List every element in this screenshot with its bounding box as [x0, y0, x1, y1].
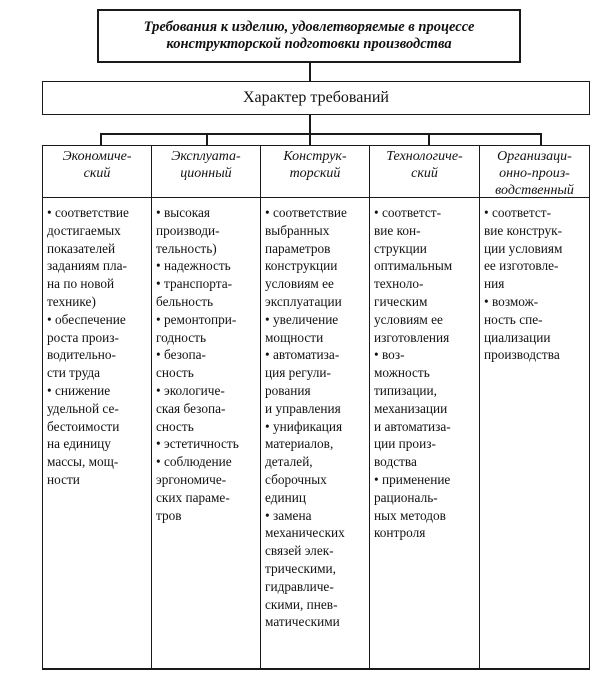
- list-item: • эстетичность: [156, 436, 239, 452]
- bullet-icon: •: [265, 347, 270, 363]
- bullet-icon: •: [156, 258, 161, 274]
- list-item: • ремонтопри- годность: [156, 311, 237, 345]
- column-technological: [370, 146, 480, 668]
- list-item: • высокая производи- тельность): [156, 205, 220, 256]
- requirements-nature-label: Характер требований: [243, 89, 389, 106]
- list-item: • соответствие выбранных параметров конструкции условиям ее эксплуатации: [265, 205, 347, 309]
- bullet-icon: •: [156, 454, 161, 470]
- column-organizational: [480, 146, 589, 668]
- column-body: [480, 198, 589, 364]
- column-operational: [152, 146, 261, 668]
- column-body: [43, 198, 151, 489]
- diagram-title-box: [97, 9, 521, 63]
- bullet-icon: •: [156, 311, 161, 327]
- column-body: [370, 198, 479, 542]
- connector-title-to-nature: [309, 62, 311, 82]
- requirements-table: [42, 145, 590, 670]
- bullet-icon: •: [484, 205, 489, 220]
- list-item: • транспорта- бельность: [156, 276, 233, 309]
- column-design: [261, 146, 370, 668]
- bullet-icon: •: [265, 418, 270, 434]
- list-item: • замена механических связей элек- трическими, гидравличе- скими, пнев- матическими: [265, 507, 345, 630]
- bullet-icon: •: [484, 293, 489, 309]
- list-item: • соответст- вие конструк- ции условиям ее изготовле- ния: [484, 205, 563, 292]
- bullet-icon: •: [374, 347, 379, 363]
- list-item: • увеличение мощности: [265, 311, 339, 345]
- bullet-icon: •: [47, 205, 52, 220]
- list-item: • соответствие достигаемых показателей заданиям пла- на по новой технике): [47, 205, 129, 309]
- bullet-icon: •: [156, 205, 161, 220]
- list-item: • соответст- вие кон- струкции оптимальным техноло- гическим условиям ее изготовления: [374, 205, 453, 345]
- bullet-icon: •: [265, 205, 270, 220]
- requirements-nature-box: [42, 81, 590, 115]
- list-item: • безопа- сность: [156, 347, 206, 381]
- list-item: • надежность: [156, 258, 231, 274]
- bullet-icon: •: [156, 382, 161, 398]
- list-item: • снижение удельной се- бестоимости на единицу массы, мощ- ности: [47, 382, 120, 487]
- bullet-icon: •: [156, 436, 161, 452]
- column-header: Эксплуата- ционный: [152, 146, 260, 198]
- column-body: [152, 198, 260, 524]
- bullet-icon: •: [156, 347, 161, 363]
- column-header: Организаци- онно-произ- водственный: [480, 146, 589, 198]
- list-item: • обеспечение роста произ- водительно- сти труда: [47, 311, 126, 381]
- column-header: Технологиче- ский: [370, 146, 479, 198]
- list-item: • воз- можность типизации, механизации и автоматиза- ции произ- водства: [374, 347, 451, 470]
- bullet-icon: •: [47, 382, 52, 398]
- column-header: Конструк- торский: [261, 146, 369, 198]
- column-header: Экономиче- ский: [43, 146, 151, 198]
- bullet-icon: •: [156, 276, 161, 292]
- column-economic: [43, 146, 152, 668]
- branch-bracket: [100, 133, 541, 135]
- bullet-icon: •: [47, 311, 52, 327]
- bullet-icon: •: [265, 507, 270, 523]
- list-item: • применение рациональ- ных методов контроля: [374, 471, 451, 541]
- bullet-icon: •: [265, 311, 270, 327]
- list-item: • автоматиза- ция регули- рования и управления: [265, 347, 341, 416]
- column-body: [261, 198, 369, 631]
- bullet-icon: •: [374, 471, 379, 487]
- list-item: • возмож- ность спе- циализации производства: [484, 293, 560, 363]
- list-item: • соблюдение эргономиче- ских параме- тров: [156, 454, 232, 523]
- list-item: • экологиче- ская безопа- сность: [156, 382, 226, 434]
- bullet-icon: •: [374, 205, 379, 220]
- list-item: • унификация материалов, деталей, сборочных единиц: [265, 418, 343, 505]
- diagram-title: Требования к изделию, удовлетворяемые в процессе конструкторской подготовки производства: [143, 19, 475, 52]
- connector-nature-to-bracket: [309, 114, 311, 134]
